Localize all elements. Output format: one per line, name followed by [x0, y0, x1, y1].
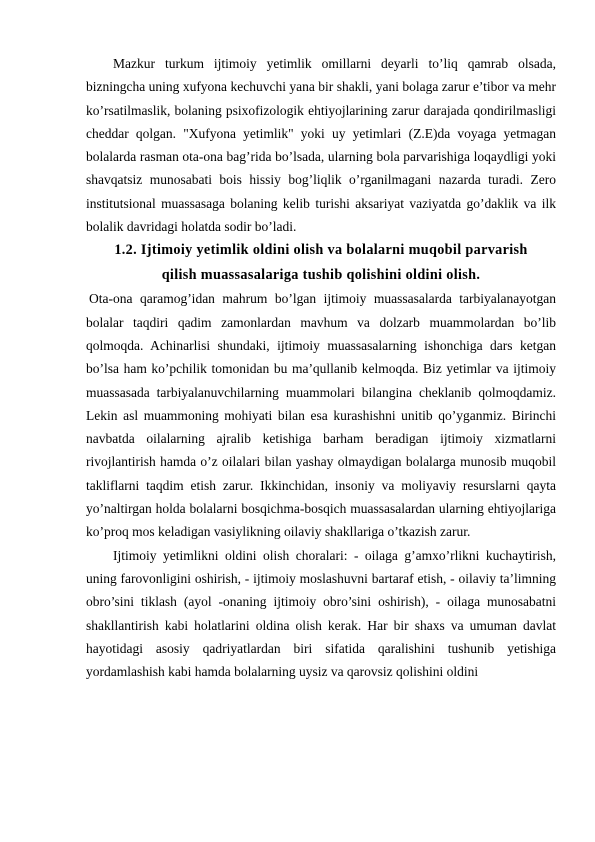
document-page	[86, 52, 556, 683]
body-paragraph-1: Ota-ona qaramog’idan mahrum bo’lgan ijtimoiy muassasalarda tarbiyalanayotgan bolalar taqdiri qadim zamonlardan mavhum va dolzarb muammolardan bo’lib qolmoqda. Achinarlisi shundaki, ijtimoiy muassasalarning ishonchiga dars ketgan bo’lsa ham ko’pchilik tomonidan bu ma’qullanib kelmoqda. Biz yetimlar va ijtimoiy muassasada tarbiyalanuvchilarning muammolari bilangina cheklanib qolmoqdamiz. Lekin asl muammoning mohiyati bilan esa kurashishni unitib qo’yganmiz. Birinchi navbatda oilalarning ajralib ketishiga barham beradigan ijtimoiy xizmatlarni rivojlantirish hamda o’z oilalari bilan yashay olmaydigan bolalarga munosib muqobil takliflarni taqdim etish zarur. Ikkinchidan, insoniy va moliyaviy resurslarni qayta yo’naltirgan holda bolalarni bosqichma-bosqich muassasalardan ularning ehtiyojlariga ko’proq mos keladigan vasiylikning oilaviy shakllariga o’tkazish zarur.	[86, 291, 556, 540]
section-heading-line-1: 1.2. Ijtimoiy yetimlik oldini olish va bolalarni muqobil parvarish	[114, 242, 528, 259]
body-paragraph-2: Ijtimoiy yetimlikni oldini olish choralari: - oilaga g’amxo’rlikni kuchaytirish, uning farovonligini oshirish, - ijtimoiy moslashuvni bartaraf etish, - oilaviy ta’limning obro’sini tiklash (ayol -onaning ijtimoiy obro’sini oshirish), - oilaga munosabatni shakllantirish kabi holatlarini oldina olish kerak. Har bir shaxs va umuman davlat hayotidagi asosiy qadriyatlardan biri sifatida qaralishini tushunib yetishiga yordamlashish kabi hamda bolalarning uysiz va qarovsiz qolishini oldini	[86, 547, 556, 680]
section-heading-line-2: qilish muassasalariga tushib qolishini oldini olish.	[161, 266, 481, 283]
intro-paragraph: Mazkur turkum ijtimoiy yetimlik omillarni deyarli to’liq qamrab olsada, bizningcha uning xufyona kechuvchi yana bir shakli, yani bolaga zarur e’tibor va mehr ko’rsatilmaslik, bolaning psixofizologik ehtiyojlarining zarur darajada qondirilmasligi cheddar qolgan. "Xufyona yetimlik" yoki uy yetimlari (Z.E)da voyaga yetmagan bolalarda rasman ota-ona bag’rida bo’lsada, ularning bola parvarishiga loqaydligi yoki shavqatsiz munosabati bois hissiy bog’liqlik o’rganilmagani nazarda turadi. Zero institutsional muassasaga bolaning kelib turishi aksariyat vaziyatda go’daklik va ilk bolalik davridagi holatda sodir bo’ladi.	[86, 56, 556, 235]
section-heading	[86, 238, 556, 287]
